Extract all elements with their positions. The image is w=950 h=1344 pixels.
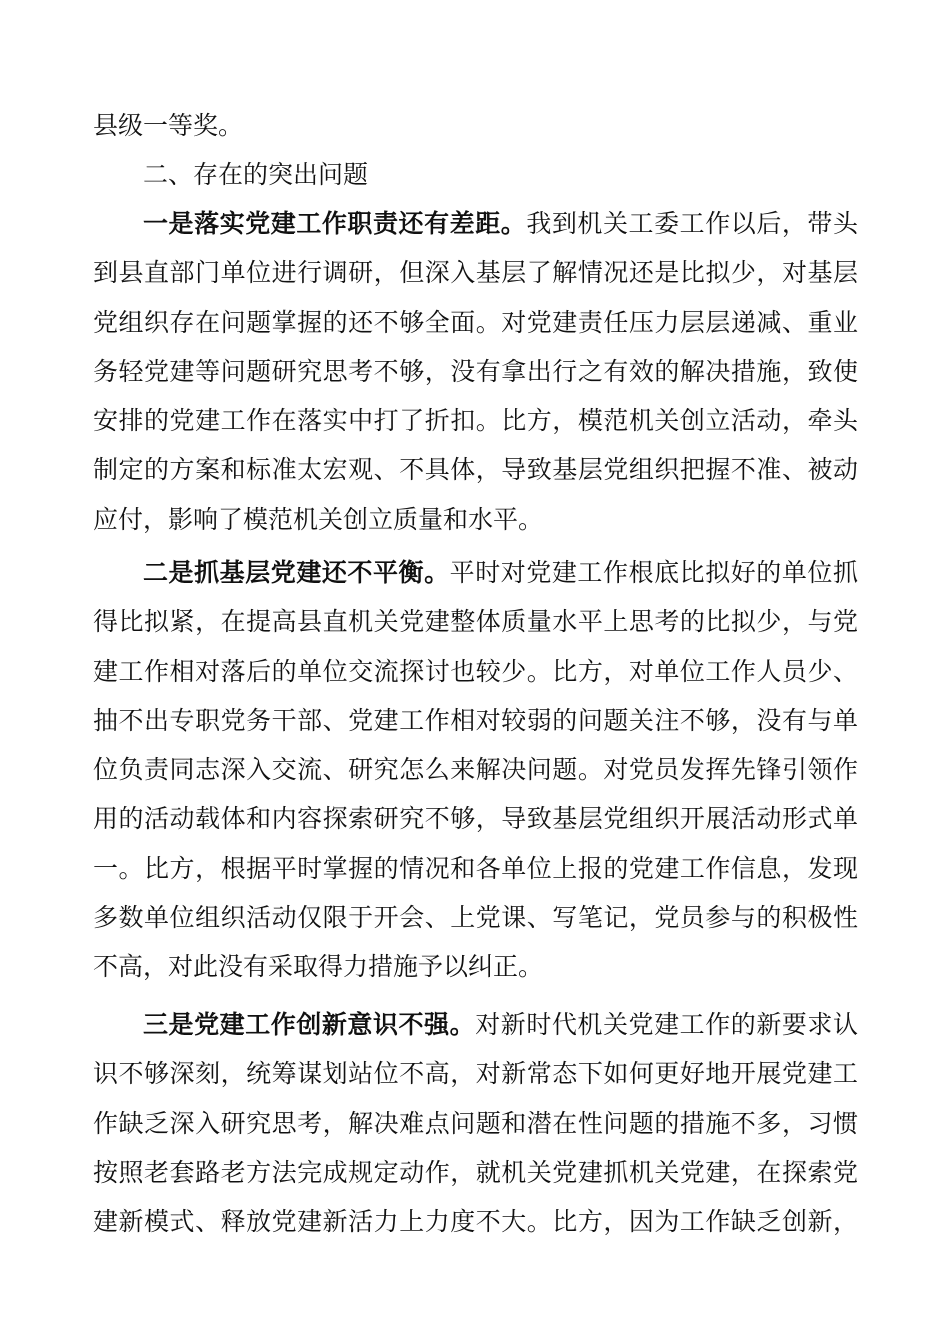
line-text: 对新时代机关党建工作的新要求认 xyxy=(475,1010,858,1039)
text-line: 作缺乏深入研究思考，解决难点问题和潜在性问题的措施不多，习惯 xyxy=(93,1108,858,1138)
paragraph-1 xyxy=(93,199,858,544)
text-line: 建工作相对落后的单位交流探讨也较少。比方，对单位工作人员少、 xyxy=(93,656,858,686)
paragraph-3 xyxy=(93,1000,858,1246)
text-line: 多数单位组织活动仅限于开会、上党课、写笔记，党员参与的积极性 xyxy=(93,903,858,933)
text-line: 位负责同志深入交流、研究怎么来解决问题。对党员发挥先锋引领作 xyxy=(93,755,858,785)
paragraph-lead: 二是抓基层党建还不平衡。 xyxy=(143,558,450,587)
text-line: 抽不出专职党务干部、党建工作相对较弱的问题关注不够，没有与单 xyxy=(93,705,858,735)
text-line: 务轻党建等问题研究思考不够，没有拿出行之有效的解决措施，致使 xyxy=(93,356,858,386)
paragraph-lead: 一是落实党建工作职责还有差距。 xyxy=(143,209,527,238)
text-line: 不高，对此没有采取得力措施予以纠正。 xyxy=(93,952,544,982)
text-line: 到县直部门单位进行调研，但深入基层了解情况还是比拟少，对基层 xyxy=(93,258,858,288)
text-line: 用的活动载体和内容探索研究不够，导致基层党组织开展活动形式单 xyxy=(93,804,858,834)
text-line: 制定的方案和标准太宏观、不具体，导致基层党组织把握不准、被动 xyxy=(93,455,858,485)
text-line: 县级一等奖。 xyxy=(93,111,244,140)
text-line xyxy=(93,199,858,248)
text-line: 安排的党建工作在落实中打了折扣。比方，模范机关创立活动，牵头 xyxy=(93,406,858,436)
text-line: 建新模式、释放党建新活力上力度不大。比方，因为工作缺乏创新， xyxy=(93,1207,858,1237)
text-line: 得比拟紧，在提高县直机关党建整体质量水平上思考的比拟少，与党 xyxy=(93,607,858,637)
text-line: 按照老套路老方法完成规定动作，就机关党建抓机关党建，在探索党 xyxy=(93,1157,858,1187)
section-heading: 二、存在的突出问题 xyxy=(143,160,369,189)
text-line: 党组织存在问题掌握的还不够全面。对党建责任压力层层递减、重业 xyxy=(93,307,858,337)
paragraph-lead: 三是党建工作创新意识不强。 xyxy=(143,1010,476,1039)
text-line xyxy=(93,548,858,597)
text-line: 应付，影响了模范机关创立质量和水平。 xyxy=(93,504,544,534)
text-line: 识不够深刻，统筹谋划站位不高，对新常态下如何更好地开展党建工 xyxy=(93,1059,858,1089)
text-line: 一。比方，根据平时掌握的情况和各单位上报的党建工作信息，发现 xyxy=(93,853,858,883)
line-text: 平时对党建工作根底比拟好的单位抓 xyxy=(449,558,858,587)
text-line xyxy=(93,1000,858,1049)
line-text: 我到机关工委工作以后，带头 xyxy=(526,209,858,238)
top-fragment xyxy=(93,101,858,150)
paragraph-2 xyxy=(93,548,858,992)
